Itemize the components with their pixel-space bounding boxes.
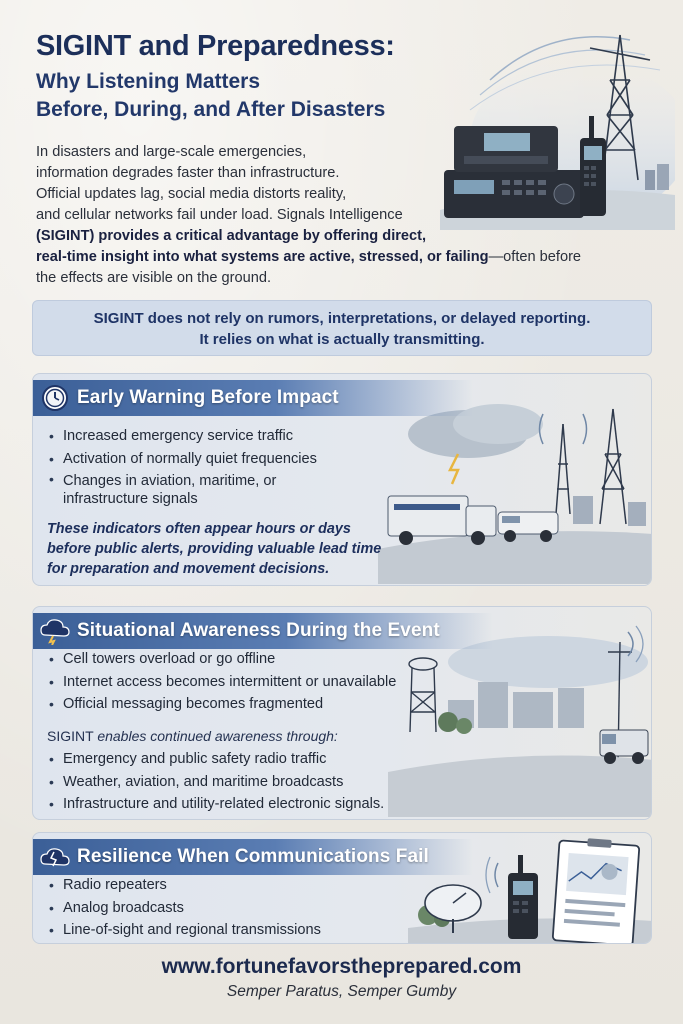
list-item: • Increased emergency service traffic (47, 425, 317, 448)
section-header (33, 380, 473, 416)
intro-line-bold: real-time insight into what systems are active, stressed, or failing (36, 249, 489, 265)
subtitle-line: Before, During, and After Disasters (36, 98, 386, 121)
note-line: for preparation and movement decisions. (47, 561, 330, 577)
section-note (47, 519, 381, 579)
note-line: before public alerts, providing valuable lead time (47, 541, 382, 557)
storm-cloud-icon (33, 613, 77, 649)
clock-icon (33, 380, 77, 416)
intro-line: (SIGINT) provides a critical advantage by offering direct, (36, 228, 427, 244)
note-line: These indicators often appear hours or days (47, 521, 351, 537)
list-item: • Cell towers overload or go offline (47, 648, 396, 671)
intro-line-tail: —often before (488, 249, 582, 265)
intro-line: Official updates lag, social media distorts reality, (36, 186, 347, 202)
note-prefix: SIGINT (47, 728, 98, 744)
bullet-list (47, 425, 317, 510)
city-utility-truck-illustration (388, 622, 652, 817)
intro-line: and cellular networks fail under load. Signals Intelligence (36, 207, 403, 223)
page-subtitle (36, 68, 476, 124)
subtitle-line: Why Listening Matters (36, 70, 261, 93)
callout-line: SIGINT does not rely on rumors, interpretations, or delayed reporting. (93, 310, 591, 327)
list-item: • Changes in aviation, maritime, or infrastructure signals (47, 470, 317, 510)
list-item: • Analog broadcasts (47, 897, 321, 920)
bullet-list (47, 874, 321, 942)
key-message-callout (32, 300, 652, 356)
section-early-warning (32, 373, 652, 586)
intro-line: information degrades faster than infrastructure. (36, 165, 340, 181)
section-header (33, 839, 473, 875)
section-title: Resilience When Communications Fail (77, 846, 429, 867)
bullet-list (47, 648, 396, 716)
broken-cloud-icon (33, 839, 77, 875)
section-resilience (32, 832, 652, 944)
bullet-list (47, 748, 384, 816)
motto: Semper Paratus, Semper Gumby (226, 983, 457, 1000)
list-item: • Infrastructure and utility-related electronic signals. (47, 793, 384, 816)
intro-paragraph (36, 142, 646, 289)
note-italic: enables continued awareness through: (97, 728, 338, 744)
intro-line: In disasters and large-scale emergencies, (36, 144, 307, 160)
page-title: SIGINT and Preparedness: (36, 30, 395, 62)
section-title: Early Warning Before Impact (77, 387, 339, 408)
website-link[interactable]: www.fortunefavorstheprepared.com (161, 955, 522, 978)
section-note (47, 728, 338, 744)
section-header (33, 613, 493, 649)
list-item: • Line-of-sight and regional transmissions (47, 919, 321, 942)
section-situational-awareness (32, 606, 652, 820)
list-item: • Official messaging becomes fragmented (47, 693, 396, 716)
list-item: • Emergency and public safety radio traffic (47, 748, 384, 771)
intro-line: the effects are visible on the ground. (36, 270, 272, 286)
callout-line: It relies on what is actually transmitting. (199, 331, 485, 348)
section-title: Situational Awareness During the Event (77, 620, 440, 641)
list-item: • Weather, aviation, and maritime broadcasts (47, 771, 384, 794)
list-item: • Activation of normally quiet frequencies (47, 448, 317, 471)
list-item: • Internet access becomes intermittent or unavailable (47, 671, 396, 694)
list-item: • Radio repeaters (47, 874, 321, 897)
